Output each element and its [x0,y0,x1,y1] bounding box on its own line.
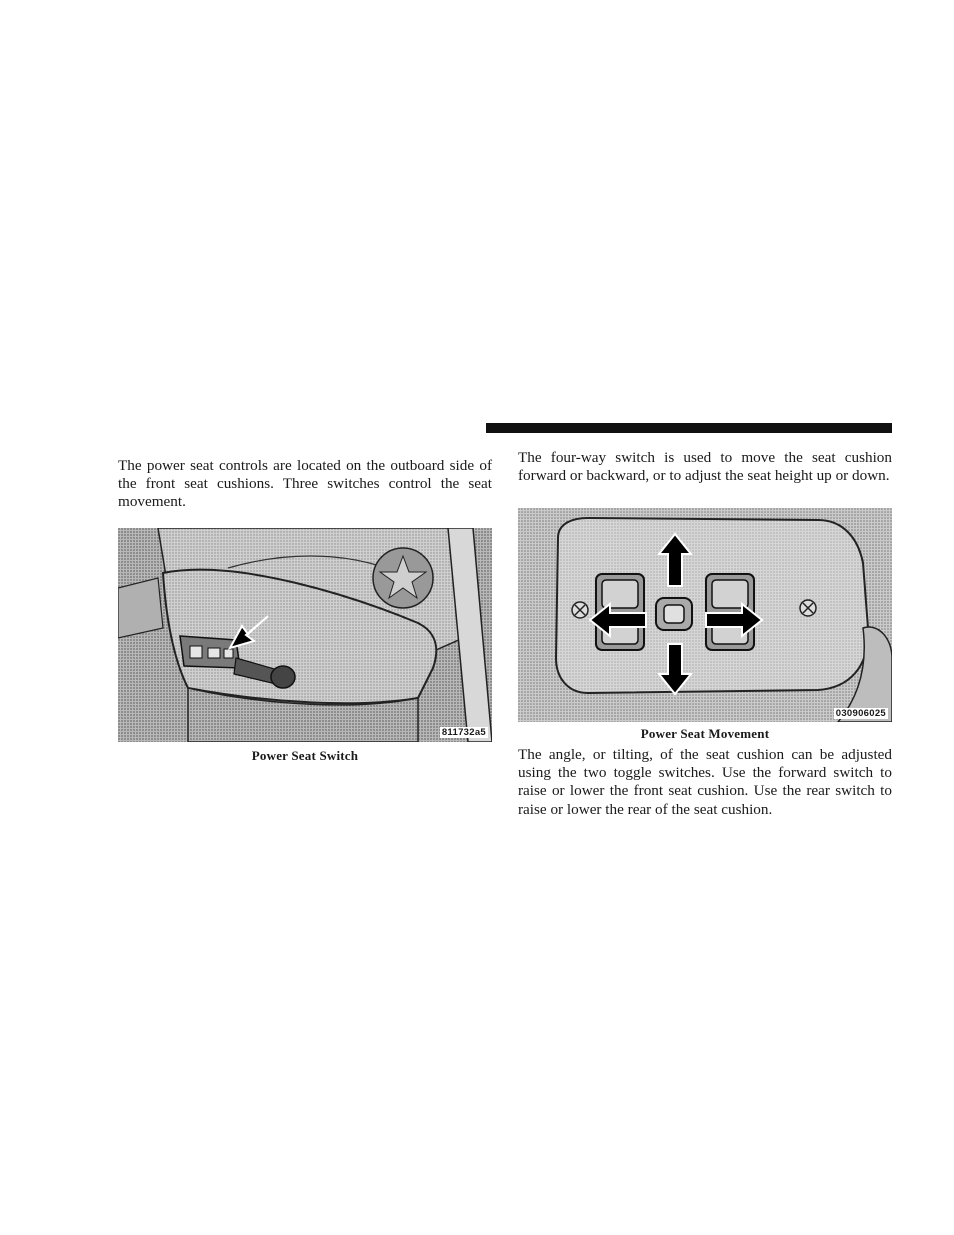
power-seat-switch-figure [118,528,492,742]
section-divider [486,423,892,433]
figure-caption: Power Seat Switch [251,748,359,763]
power-seat-intro: The power seat controls are located on the outboard side of the front seat cushions. Three switches control the seat movement. [118,457,492,511]
figure-code-label: 811732a5 [441,727,486,738]
tilt-adjust-text: The angle, or tilting, of the seat cushion can be adjusted using the two toggle switches. Use the forward switch to raise or lower the front seat cushion. Use the rear switch to raise or lower the rear of the seat cushion. [518,746,892,818]
power-seat-movement-figure [518,508,892,722]
four-way-switch-text: The four-way switch is used to move the seat cushion forward or backward, or to adjust the seat height up or down. [518,449,892,485]
figure-code-label: 030906025 [835,708,886,719]
figure-caption: Power Seat Movement [640,726,770,741]
seat-movement-illustration [518,508,892,722]
seat-switch-illustration [118,528,492,742]
